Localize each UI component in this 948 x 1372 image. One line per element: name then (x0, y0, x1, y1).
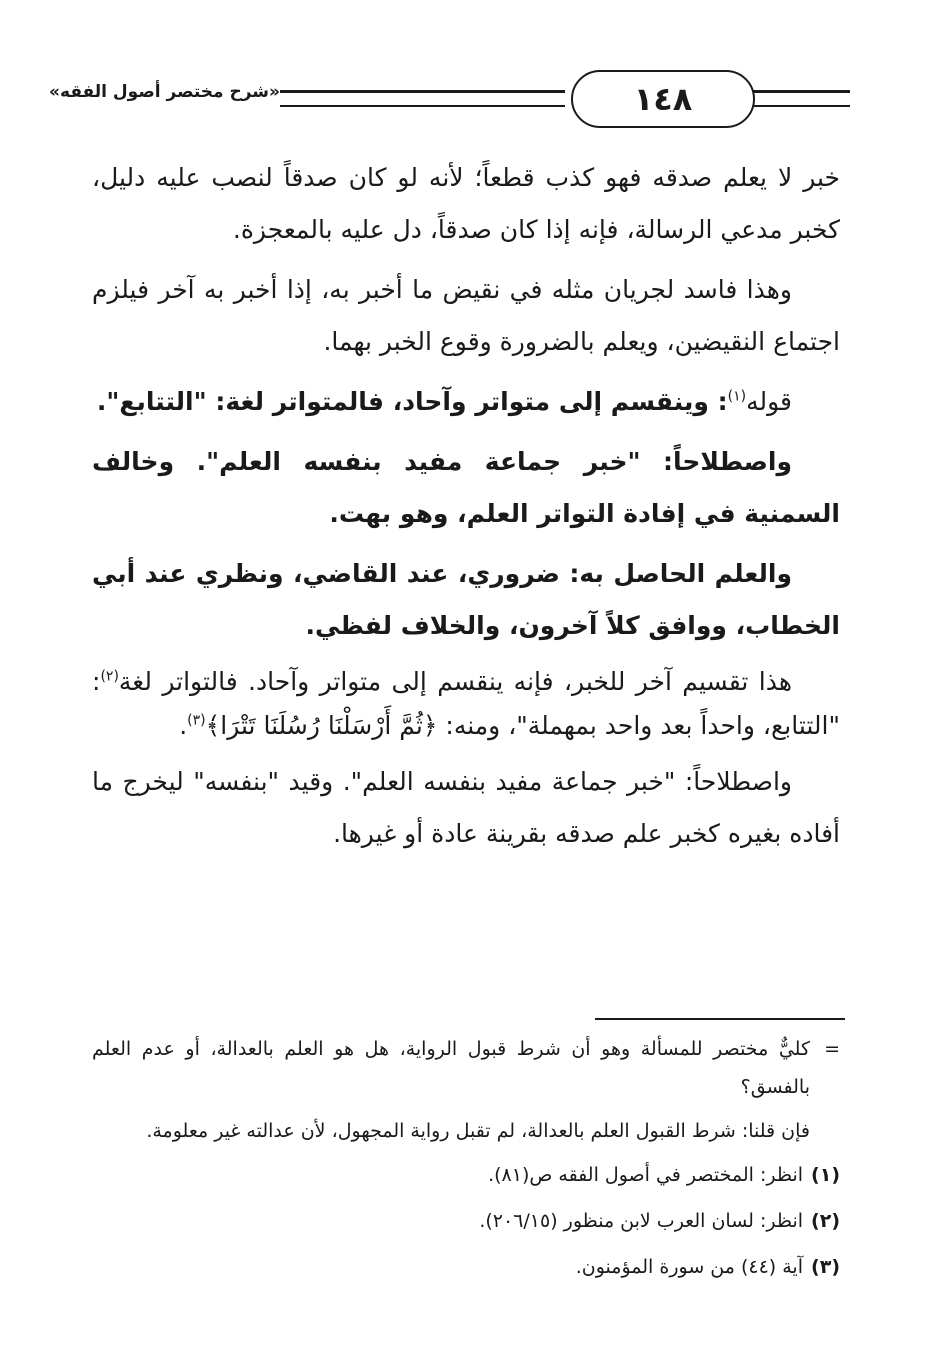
footnote-item-2 (92, 1202, 840, 1240)
footnote-continuation-1-text: كليٌّ مختصر للمسألة وهو أن شرط قبول الرواية، هل هو العلم بالعدالة، أو عدم العلم بالفسق؟ (92, 1038, 810, 1098)
footnote-separator (595, 1018, 845, 1020)
paragraph-3-text: : وينقسم إلى متواتر وآحاد، فالمتواتر لغة: "التتابع". (96, 387, 728, 416)
paragraph-2: وهذا فاسد لجريان مثله في نقيض ما أخبر به، إذا أخبر به آخر فيلزم اجتماع النقيضين، ويعلم بالضرورة وقوع الخبر بهما. (92, 275, 840, 356)
page-header (49, 64, 850, 134)
running-title: «شرح مختصر أصول الفقه» (49, 82, 280, 102)
footnote-ref-1: (١) (727, 388, 747, 405)
paragraph-3 (92, 376, 840, 428)
page-number: ١٤٨ (571, 70, 755, 128)
footnote-item-1 (92, 1156, 840, 1194)
header-rule-right (740, 90, 850, 107)
footnotes (92, 1030, 840, 1294)
footnote-number: (٢) (811, 1210, 840, 1232)
footnote-text: انظر: المختصر في أصول الفقه ص(٨١). (488, 1164, 804, 1186)
footnote-ref-3: (٣) (187, 712, 206, 729)
footnote-item-3 (92, 1248, 840, 1286)
footnote-continuation-1 (92, 1030, 840, 1106)
footnote-number: (١) (811, 1164, 840, 1186)
paragraph-6 (92, 660, 840, 748)
footnote-ref-2: (٢) (100, 668, 119, 685)
paragraph-5: والعلم الحاصل به: ضروري، عند القاضي، ونظري عند أبي الخطاب، ووافق كلاً آخرون، والخلاف لفظي. (92, 559, 840, 640)
footnote-number: (٣) (811, 1256, 840, 1278)
paragraph-4: واصطلاحاً: "خبر جماعة مفيد بنفسه العلم". وخالف السمنية في إفادة التواتر العلم، وهو بهت. (92, 447, 840, 528)
continuation-marker: = (824, 1038, 840, 1060)
footnote-continuation-2: فإن قلنا: شرط القبول العلم بالعدالة، لم تقبل رواية المجهول، لأن عدالته غير معلومة. (146, 1120, 810, 1142)
paragraph-3-lead: قوله (746, 387, 792, 416)
paragraph-6-a: هذا تقسيم آخر للخبر، فإنه ينقسم إلى متواتر وآحاد. فالتواتر لغة (118, 667, 792, 696)
header-rule-left (280, 90, 565, 107)
paragraph-7: واصطلاحاً: "خبر جماعة مفيد بنفسه العلم". وقيد "بنفسه" ليخرج ما أفاده بغيره كخبر علم صدقه بقرينة عادة أو غيرها. (92, 767, 840, 848)
footnote-text: انظر: لسان العرب لابن منظور (٢٠٦/١٥). (479, 1210, 804, 1232)
footnote-text: آية (٤٤) من سورة المؤمنون. (575, 1256, 804, 1278)
paragraph-6-b: : "التتابع، واحداً بعد واحد بمهملة"، ومنه: ﴿ثُمَّ أَرْسَلْنَا رُسُلَنَا تَتْرَا﴾ (92, 667, 840, 740)
paragraph-1: خبر لا يعلم صدقه فهو كذب قطعاً؛ لأنه لو كان صدقاً لنصب عليه دليل، كخبر مدعي الرسالة، فإنه إذا كان صدقاً، دل عليه بالمعجزة. (92, 163, 840, 244)
main-text (92, 152, 840, 868)
paragraph-6-c: . (179, 711, 188, 740)
